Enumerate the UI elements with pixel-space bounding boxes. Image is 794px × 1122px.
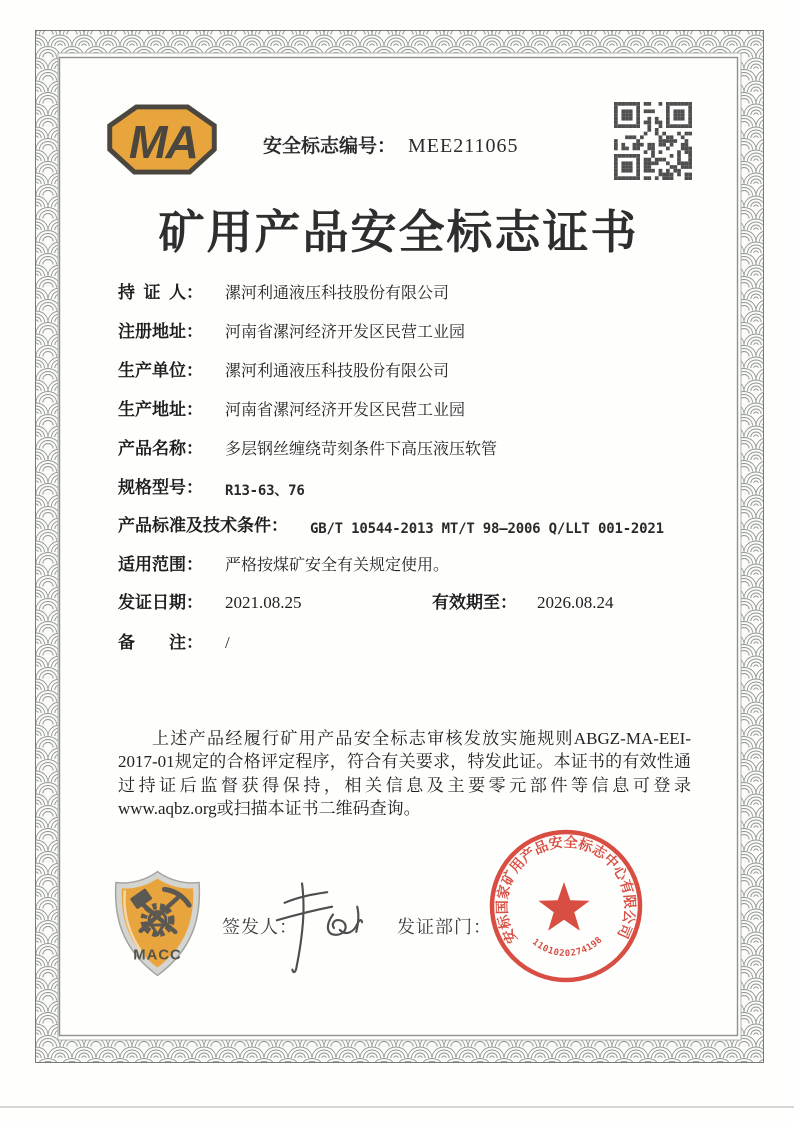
field-value: / — [225, 633, 230, 652]
field-value: 漯河利通液压科技股份有限公司 — [225, 363, 450, 380]
field-label: 有效期至 — [432, 593, 500, 612]
seal-serial-number: 1101020274198 — [530, 935, 605, 960]
signer-label: 签发人： — [222, 917, 298, 937]
field-row-remarks — [118, 632, 698, 656]
statement-paragraph: 上述产品经履行矿用产品安全标志审核发放实施规则ABGZ-MA-EEI-2017-01规定的合格评定程序，符合有关要求，特发此证。本证书的有效性通过持证后监督获得保持，相关信息及主要零元部件等信息可登录www.aqbz.org或扫描本证书二维码查询。 — [118, 729, 691, 818]
field-label: 产品名称 — [118, 439, 186, 458]
seal-ring-text: 安标国家矿用产品安全标志中心有限公司 — [493, 833, 639, 947]
field-label: 生产单位 — [118, 361, 186, 380]
field-value: R13-63、76 — [225, 483, 305, 499]
certificate-title: 矿用产品安全标志证书 — [158, 207, 639, 258]
certificate-number-value: MEE211065 — [408, 135, 519, 157]
label-colon: ： — [186, 400, 203, 419]
certificate-number-label: 安全标志编号： — [263, 136, 397, 157]
label-colon: ： — [186, 633, 203, 652]
qr-code — [613, 102, 693, 180]
field-row-producer — [118, 360, 698, 384]
field-value: GB/T 10544-2013 MT/T 98—2006 Q/LLT 001-2021 — [310, 521, 664, 537]
label-colon: ： — [186, 361, 203, 380]
field-row-dates — [118, 592, 698, 616]
field-label: 产品标准及技术条件 — [118, 516, 271, 535]
macc-shield-logo — [110, 868, 205, 980]
department-label: 发证部门： — [397, 917, 492, 937]
field-row-standards — [118, 515, 698, 539]
field-label: 规格型号 — [118, 478, 186, 497]
certificate-number — [263, 131, 519, 158]
scan-artifact-line — [0, 1106, 794, 1108]
valid-until-pair — [432, 592, 517, 615]
field-label: 备注 — [118, 633, 186, 652]
field-label: 注册地址 — [118, 322, 186, 341]
field-row-holder — [118, 282, 698, 306]
label-colon: ： — [186, 439, 203, 458]
field-label: 发证日期 — [118, 593, 186, 612]
field-value: 严格按煤矿安全有关规定使用。 — [225, 557, 450, 574]
ma-badge-icon — [106, 104, 218, 175]
field-label: 持证人 — [118, 283, 186, 302]
ma-badge-text: MA — [128, 116, 198, 169]
label-colon: ： — [186, 555, 203, 574]
field-value: 河南省漯河经济开发区民营工业园 — [225, 324, 466, 341]
label-colon: ： — [271, 516, 288, 535]
label-colon: ： — [186, 322, 203, 341]
label-colon: ： — [186, 478, 203, 497]
field-label: 适用范围 — [118, 555, 186, 574]
field-row-prod-address — [118, 399, 698, 423]
field-row-model — [118, 477, 698, 501]
label-colon: ： — [186, 283, 203, 302]
field-row-reg-address — [118, 321, 698, 345]
official-seal — [486, 825, 646, 985]
valid-until-value: 2026.08.24 — [537, 593, 614, 612]
label-colon: ： — [186, 593, 203, 612]
field-row-product-name — [118, 438, 698, 462]
star-icon — [538, 882, 589, 931]
issue-date-value: 2021.08.25 — [225, 593, 302, 612]
field-value: 河南省漯河经济开发区民营工业园 — [225, 402, 466, 419]
field-value: 漯河利通液压科技股份有限公司 — [225, 285, 450, 302]
label-colon: ： — [500, 593, 517, 612]
macc-shield-text: MACC — [133, 947, 182, 964]
field-label: 生产地址 — [118, 400, 186, 419]
field-value: 多层钢丝缠绕苛刻条件下高压液压软管 — [225, 441, 498, 458]
svg-text:1101020274198 — [530, 935, 605, 959]
field-row-scope — [118, 554, 698, 578]
signature — [272, 878, 364, 978]
